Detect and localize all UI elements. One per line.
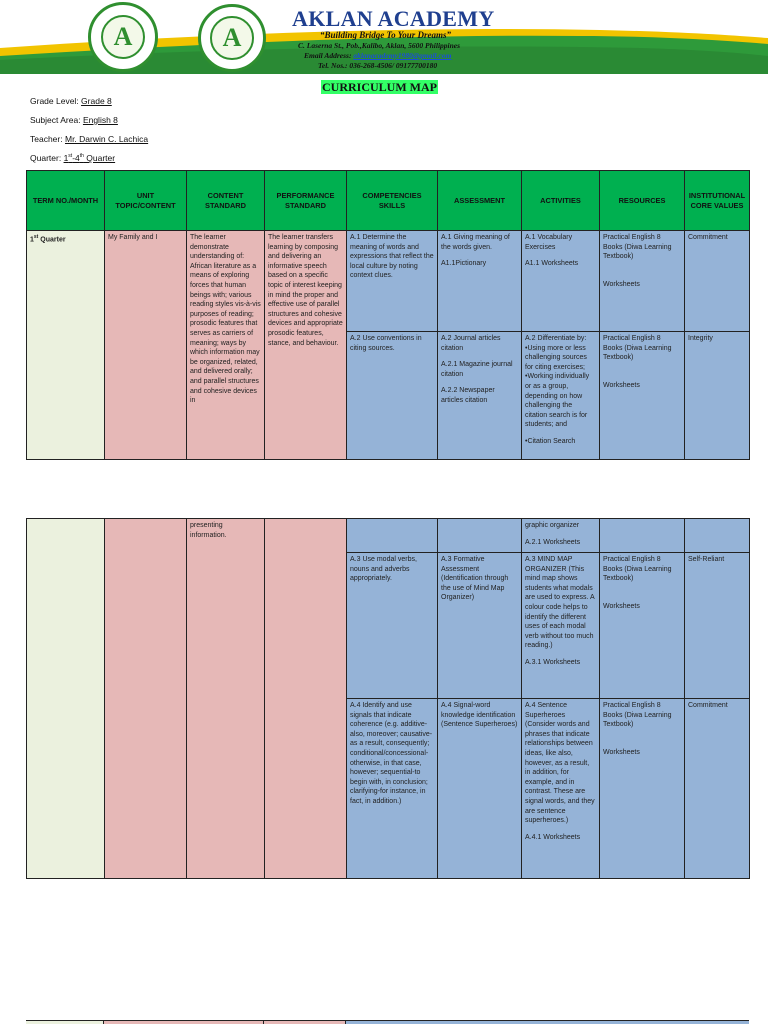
assessment-cell: A.3 Formative Assessment (Identification through the use of Mind Map Organizer) — [438, 553, 522, 699]
activities-cell: graphic organizer A.2.1 Worksheets — [522, 519, 600, 553]
assessment-cell: A.1 Giving meaning of the words given. A1.1Pictionary — [438, 231, 522, 332]
curriculum-table-page3-edge — [26, 1020, 749, 1024]
term-cell — [27, 519, 105, 879]
core-value-cell: Commitment — [685, 699, 750, 879]
resources-cell: Practical English 8 Books (Diwa Learning Textbook) Worksheets — [600, 231, 685, 332]
school-name: AKLAN ACADEMY — [292, 6, 495, 31]
subject-area-field: Subject Area: English 8 — [30, 115, 118, 125]
resources-cell: Practical English 8 Books (Diwa Learning Textbook) Worksheets — [600, 699, 685, 879]
activities-cell: A.1 Vocabulary Exercises A1.1 Worksheets — [522, 231, 600, 332]
school-email: Email Address: aklanacademy1980@gmail.com — [304, 51, 452, 60]
document-title: CURRICULUM MAP — [322, 80, 437, 94]
content-standard-cell: presenting information. — [187, 519, 265, 879]
competency-cell: A.3 Use modal verbs, nouns and adverbs appropriately. — [347, 553, 438, 699]
core-value-cell: Self-Reliant — [685, 553, 750, 699]
unit-cell — [105, 519, 187, 879]
table-row — [27, 231, 750, 332]
assessment-cell — [438, 519, 522, 553]
activities-cell: A.3 MIND MAP ORGANIZER (This mind map shows students what modals are used to express. A colour code helps to identify the different uses of each modal verb without too much reading.) A.3.1 Worksheets — [522, 553, 600, 699]
activities-cell: A.2 Differentiate by: •Using more or less challenging sources for citing exercises; •Working individually or as a group, depending on how challenging the citation search is for students; and •Citation Search — [522, 332, 600, 460]
core-value-cell: Integrity — [685, 332, 750, 460]
school-address: C. Laserna St., Pob.,Kalibo, Aklan, 5600 Philippines — [298, 41, 461, 50]
school-seal-left: A — [88, 2, 158, 72]
resources-cell: Practical English 8 Books (Diwa Learning Textbook) Worksheets — [600, 332, 685, 460]
performance-standard-cell — [265, 519, 347, 879]
header-content-standard: CONTENT STANDARD — [187, 171, 265, 231]
header-assessment: ASSESSMENT — [438, 171, 522, 231]
letterhead — [0, 0, 768, 74]
curriculum-table-page2 — [26, 518, 750, 879]
grade-level-field: Grade Level: Grade 8 — [30, 96, 112, 106]
competency-cell: A.1 Determine the meaning of words and expressions that reflect the local culture by noting context clues. — [347, 231, 438, 332]
curriculum-table-page1 — [26, 170, 750, 460]
table-row — [27, 519, 750, 553]
header-competencies: COMPETENCIES SKILLS — [347, 171, 438, 231]
core-value-cell: Commitment — [685, 231, 750, 332]
school-seal-right: A — [198, 4, 266, 72]
competency-cell: A.2 Use conventions in citing sources. — [347, 332, 438, 460]
school-motto: “Building Bridge To Your Dreams” — [320, 30, 452, 40]
header-term: TERM NO./MONTH — [27, 171, 105, 231]
performance-standard-cell: The learner transfers learning by composing and delivering an informative speech based on a specific topic of interest keeping in mind the proper and effective use of parallel structures and cohesive devices and appropriate prosodic features, stance, and behaviour. — [265, 231, 347, 460]
core-value-cell — [685, 519, 750, 553]
resources-cell: Practical English 8 Books (Diwa Learning Textbook) Worksheets — [600, 553, 685, 699]
competency-cell — [347, 519, 438, 553]
resources-cell — [600, 519, 685, 553]
email-link[interactable]: aklanacademy1980@gmail.com — [353, 51, 452, 60]
header-resources: RESOURCES — [600, 171, 685, 231]
term-cell: 1st Quarter — [27, 231, 105, 460]
competency-cell: A.4 Identify and use signals that indicate coherence (e.g. additive- also, moreover; causative-as a result, consequently; conditional/concessional- otherwise, in that case, however; sequential-to begin with, in conclusion; clarifying-for instance, in fact, in addition.) — [347, 699, 438, 879]
assessment-cell: A.4 Signal-word knowledge identification (Sentence Superheroes) — [438, 699, 522, 879]
header-activities: ACTIVITIES — [522, 171, 600, 231]
unit-cell: My Family and I — [105, 231, 187, 460]
table-header-row — [27, 171, 750, 231]
header-performance-standard: PERFORMANCE STANDARD — [265, 171, 347, 231]
content-standard-cell: The learner demonstrate understanding of: African literature as a means of exploring forces that human beings with; various reading styles vis-à-vis purposes of reading; prosodic features that serves as carriers of meaning; ways by which information may be organized, related, and delivered orally; and parallel structures and cohesive devices in — [187, 231, 265, 460]
header-core-values: INSTITUTIONAL CORE VALUES — [685, 171, 750, 231]
teacher-field: Teacher: Mr. Darwin C. Lachica — [30, 134, 149, 144]
activities-cell: A.4 Sentence Superheroes (Consider words and phrases that indicate relationships between ideas, like also, however, as a result, in addition, for example, and in contrast. These are signal words, and they are sentence superheroes.) A.4.1 Worksheets — [522, 699, 600, 879]
assessment-cell: A.2 Journal articles citation A.2.1 Magazine journal citation A.2.2 Newspaper articles citation — [438, 332, 522, 460]
quarter-field: Quarter: 1st-4th Quarter — [30, 153, 116, 163]
header-unit: UNIT TOPIC/CONTENT — [105, 171, 187, 231]
school-telephone: Tel. Nos.: 036-268-4506/ 09177700180 — [318, 61, 438, 70]
